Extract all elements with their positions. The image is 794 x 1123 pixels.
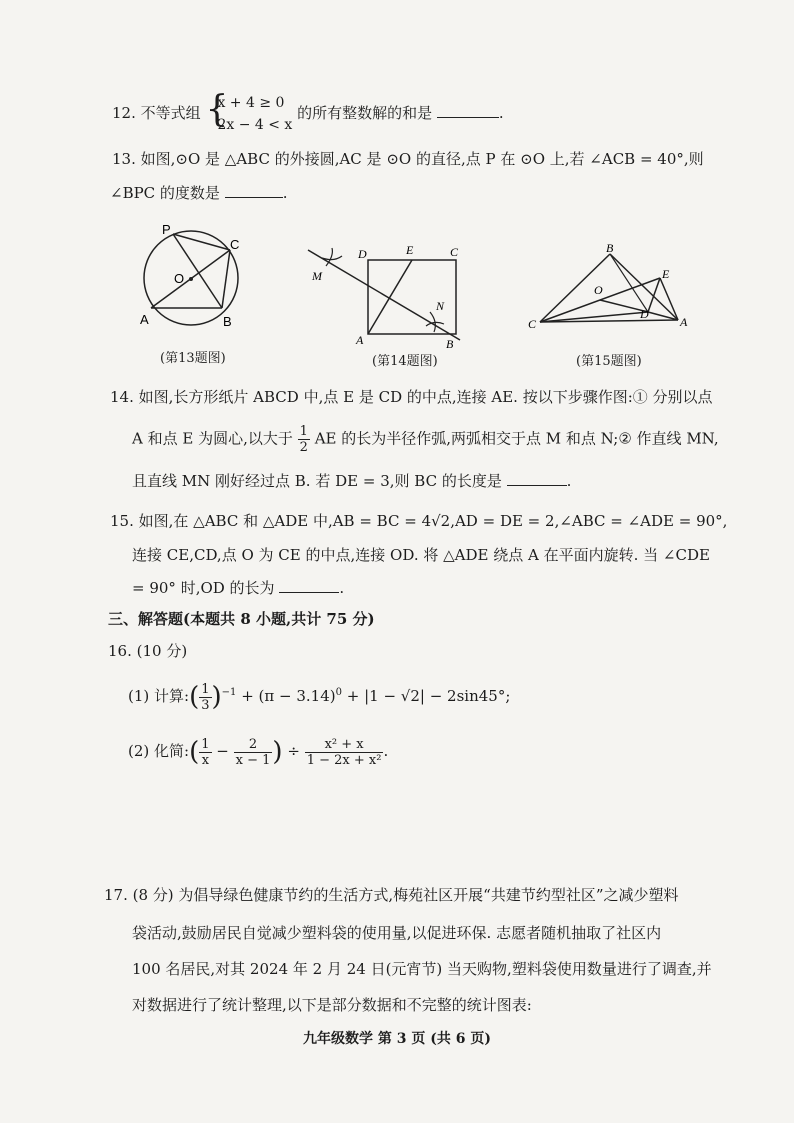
question-16-head: 16. (10 分): [108, 642, 188, 660]
question-17-line3: 100 名居民,对其 2024 年 2 月 24 日(元宵节) 当天购物,塑料袋使用数量进行了调查,并: [132, 960, 712, 978]
question-13-line1: 13. 如图,⊙O 是 △ABC 的外接圆,AC 是 ⊙O 的直径,点 P 在 ⊙O 上,若 ∠ACB = 40°,则: [112, 150, 704, 168]
q16-p2-end: .: [383, 742, 389, 760]
center-dot: [189, 277, 193, 281]
q16-p1-tail: + |1 − √2| − 2sin45°;: [341, 687, 511, 705]
label-b: B: [446, 337, 454, 351]
label-b: B: [606, 241, 614, 255]
label-e: E: [662, 267, 670, 281]
label-d: D: [640, 307, 649, 321]
label-o: O: [594, 283, 603, 297]
q12-number: 12.: [112, 104, 136, 122]
exp-0: 0: [335, 687, 342, 698]
label-p: P: [162, 222, 171, 237]
fraction-main: [305, 737, 384, 768]
exp-neg1: −1: [221, 687, 237, 698]
q12-end: .: [498, 104, 504, 122]
frac-num: 1: [299, 424, 308, 439]
q15-end: .: [339, 579, 345, 597]
figure-14: [300, 236, 480, 352]
frac-den: 1 − 2x + x²: [306, 752, 382, 768]
frac-num: 1: [201, 736, 210, 752]
question-16-part1: [128, 676, 510, 714]
q14-end: .: [566, 472, 572, 490]
paren-open: (: [189, 682, 200, 712]
question-13-line2: [110, 182, 288, 204]
label-o: O: [174, 271, 185, 286]
figure-15: [524, 238, 694, 338]
fraction-1-over-x: [199, 737, 211, 768]
caption-15: (第15题图): [576, 354, 642, 369]
paren-close: ): [211, 682, 222, 712]
q13-line2-text: ∠BPC 的度数是: [110, 184, 220, 202]
question-15-line1: 15. 如图,在 △ABC 和 △ADE 中,AB = BC = 4√2,AD = DE = 2,∠ABC = ∠ADE = 90°,: [110, 512, 728, 530]
frac-den: x − 1: [235, 752, 271, 768]
question-15-line2: 连接 CE,CD,点 O 为 CE 的中点,连接 OD. 将 △ADE 绕点 A 在平面内旋转. 当 ∠CDE: [132, 546, 710, 564]
label-a: A: [356, 333, 364, 347]
label-n: N: [436, 299, 445, 313]
question-17-line1: 17. (8 分) 为倡导绿色健康节约的生活方式,梅苑社区开展“共建节约型社区”之减少塑料: [104, 886, 679, 904]
section-3-heading: 三、解答题(本题共 8 小题,共计 75 分): [108, 610, 375, 628]
question-14-line2: [132, 424, 719, 455]
question-15-line3: [132, 577, 344, 599]
q15-answer-blank[interactable]: [279, 577, 339, 593]
q13-end: .: [282, 184, 288, 202]
label-b: B: [223, 314, 232, 329]
q14-answer-blank[interactable]: [507, 470, 567, 486]
frac-den: 2: [299, 440, 308, 455]
segment-ae: [660, 278, 678, 320]
fraction-one-third: [199, 682, 211, 713]
caption-13: (第13题图): [160, 351, 226, 366]
label-a: A: [680, 315, 688, 329]
paren-open: (: [189, 737, 200, 767]
label-d: D: [358, 247, 367, 261]
q16-p1-rest: + (π − 3.14): [236, 687, 336, 705]
caption-14: (第14题图): [372, 354, 438, 369]
q12-prefix: 不等式组: [140, 104, 201, 122]
figure-13: [136, 222, 248, 342]
question-12: [112, 89, 504, 136]
segment-ae: [368, 260, 412, 334]
label-c: C: [230, 237, 240, 252]
q12-suffix: 的所有整数解的和是: [297, 104, 433, 122]
frac-den: x: [201, 752, 210, 768]
q14-line2-pre: A 和点 E 为圆心,以大于: [132, 429, 293, 448]
label-c: C: [528, 317, 537, 331]
question-14-line3: [132, 470, 571, 492]
brace-icon: {: [205, 89, 229, 130]
frac-num: 2: [234, 737, 273, 753]
q12-answer-blank[interactable]: [437, 102, 499, 118]
label-e: E: [406, 243, 414, 257]
q14-line2-post: AE 的长为半径作弧,两弧相交于点 M 和点 N;② 作直线 MN,: [314, 429, 719, 448]
rectangle-abcd: [368, 260, 456, 334]
q14-line3-text: 且直线 MN 刚好经过点 B. 若 DE = 3,则 BC 的长度是: [132, 472, 502, 490]
paren-close: ): [272, 737, 283, 767]
inequality-2: 2x − 4 < x: [217, 117, 293, 133]
segment-bc: [222, 250, 230, 308]
label-c: C: [450, 245, 459, 259]
line-mn: [308, 250, 460, 340]
question-16-part2: [128, 734, 388, 769]
frac-num: x² + x: [305, 737, 384, 753]
q15-line3-text: = 90° 时,OD 的长为: [132, 579, 275, 597]
q16-p1-label: (1) 计算:: [128, 687, 190, 705]
inequality-1: x + 4 ≥ 0: [217, 95, 285, 111]
question-17-line4: 对数据进行了统计整理,以下是部分数据和不完整的统计图表:: [132, 996, 532, 1014]
q16-p2-label: (2) 化简:: [128, 742, 190, 760]
frac-den: 3: [201, 697, 210, 713]
q13-answer-blank[interactable]: [225, 182, 283, 198]
label-a: A: [140, 312, 149, 327]
segment-de: [648, 278, 660, 312]
question-14-line1: 14. 如图,长方形纸片 ABCD 中,点 E 是 CD 的中点,连接 AE. 按以下步骤作图:① 分别以点: [110, 388, 713, 406]
page-footer: 九年级数学 第 3 页 (共 6 页): [303, 1031, 491, 1047]
label-m: M: [312, 269, 322, 283]
inequality-system: [205, 89, 293, 136]
fraction-2-over-x-1: [234, 737, 273, 768]
question-17-line2: 袋活动,鼓励居民自觉减少塑料袋的使用量,以促进环保. 志愿者随机抽取了社区内: [132, 924, 662, 942]
frac-num: 1: [201, 681, 210, 697]
fraction-half: [298, 424, 310, 455]
minus-sign: −: [216, 742, 229, 760]
divide-sign: ÷: [287, 742, 300, 760]
